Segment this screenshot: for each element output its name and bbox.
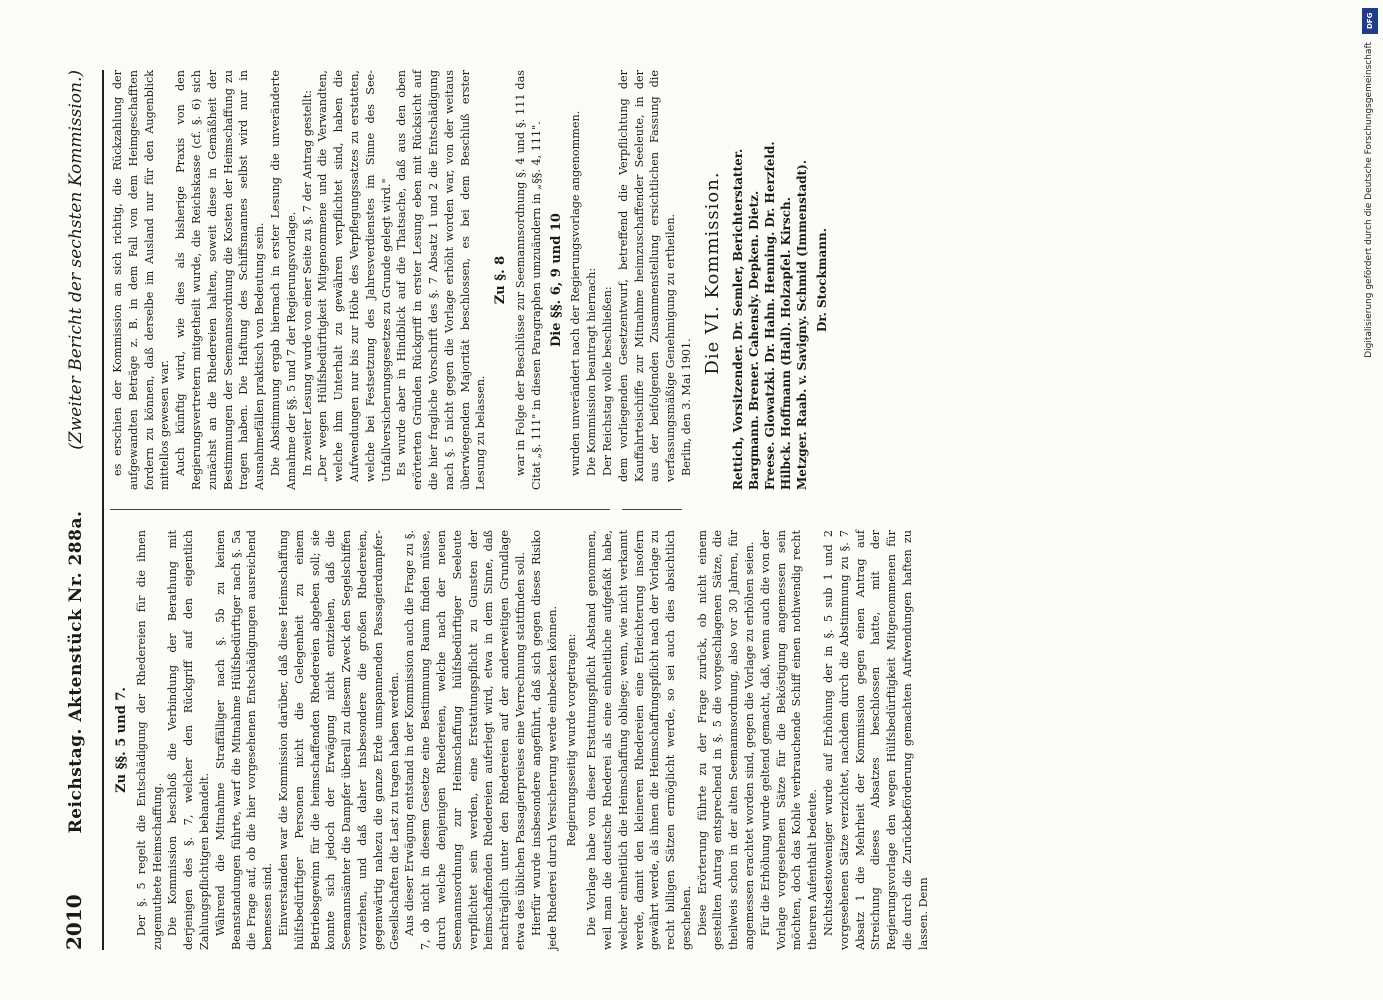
rotated-document xyxy=(62,70,1142,950)
page-header xyxy=(62,70,102,950)
page-frame xyxy=(62,70,1142,950)
paragraph: Während die Mitnahme Straffälliger nach §. 5b zu keinen Beanstandungen führte, warf die Mitnahme Hülfsbedürftiger nach §. 5a die Frage auf, ob die hier vorgesehenen Entschädigungen ausreichend bemessen sind. xyxy=(213,530,275,950)
document-title: Reichstag. Aktenstück Nr. 288a. xyxy=(66,510,86,834)
column-divider xyxy=(622,509,682,510)
right-column xyxy=(110,70,834,490)
paragraph: Die Abstimmung ergab hiernach in erster Lesung die unveränderte Annahme der §§. 5 und 7 der Regierungsvorlage. xyxy=(268,70,298,490)
section-heading: Zu §. 8 xyxy=(493,255,509,305)
header-rule xyxy=(102,70,104,950)
signature-line: Dr. Stockmann. xyxy=(815,228,830,332)
paragraph: Der Reichstag wolle beschließen: xyxy=(600,286,614,476)
page-number: 2010 xyxy=(62,894,86,950)
paragraph: Einverstanden war die Kommission darüber, daß diese Heimschaffung hülfsbedürftiger Personen nicht die Gelegenheit zu einem Betriebsgewinn für die heimschaffenden Rhedereien abgeben soll; sie konnte sich jedoch der Erwägung nicht entziehen, daß die Seemannsämter die Dampfer überall zu diesem Zweck den Segelschiffen vorziehen, und daß daher insbesondere die großen Rhedereien, gegenwärtig nahezu die ganze Erde umspannenden Passagierdampfer-Gesellschaften die Last zu tragen haben werden. xyxy=(276,530,401,950)
left-column xyxy=(110,530,932,950)
commission-title: Die VI. Kommission. xyxy=(701,171,723,375)
section-heading: Zu §§. 5 und 7. xyxy=(114,687,129,793)
signature-line: Hilbck. Hoffmann (Hall). Holzapfel. Kirsch. xyxy=(779,197,794,490)
paragraph: Diese Erörterung führte zu der Frage zurück, ob nicht einem gestellten Antrag entsprechend in §. 5 die vorgeschlagenen Sätze, die theilweis schon in der alten Seemannsordnung, also vor 30 Jahren, für angemessen erachtet worden sind, gegen die Vorlage zu erhöhen seien. xyxy=(695,530,757,950)
motion-quote: „Der wegen Hülfsbedürftigkeit Mitgenommene und die Verwandten, welche ihm Unterhalt zu gewähren verpflichtet sind, haben die Aufwendungen nur bis zur Höhe des Verpflegungssatzes zu erstatten, welche bei Festsetzung des Jahresverdienstes im Sinne des See-Unfallversicherungsgesetzes zu Grunde gelegt wird." xyxy=(316,70,393,482)
signature-line: Bargmann. Brener. Cahensly. Depken. Dietz. xyxy=(747,190,762,490)
paragraph: wurden unverändert nach der Regierungsvorlage angenommen. xyxy=(569,110,583,476)
document-subtitle: (Zweiter Bericht der sechsten Kommission.) xyxy=(66,70,86,450)
digitization-sidebar xyxy=(1362,8,1380,992)
paragraph: Die Vorlage habe von dieser Erstattungspflicht Abstand genommen, weil man die deutsche Rhederei als eine einheitliche aufgefaßt habe, welcher einheitlich die Heimschaffung obliege; wenn, wie nicht verkannt werde, damit den kleineren Rhedereien eine Erleichterung insofern gewährt werde, als ihnen die Heimschaffungspflicht nach der Vorlage zu recht billigen Sätzen ermöglicht werde, so sei auch dies absichtlich geschehen. xyxy=(585,530,693,950)
signature-line: Metzger. Raab. v. Savigny. Schmid (Immenstadt). xyxy=(795,159,810,490)
paragraph: Der §. 5 regelt die Entschädigung der Rhedereien für die ihnen zugemuthete Heimschaffung. xyxy=(134,530,164,950)
paragraph: war in Folge der Beschlüsse zur Seemannsordnung §. 4 und §. 111 das Citat „§. 111" in diesen Paragraphen umzuändern in „§§. 4, 111". xyxy=(513,70,543,490)
paragraph: Die Kommission beantragt hiernach: xyxy=(585,267,599,476)
digitization-credit: Digitalisierung gefördert durch die Deutsche Forschungsgemeinschaft xyxy=(1364,42,1374,358)
paragraph: Für die Erhöhung wurde geltend gemacht, daß, wenn auch die von der Vorlage vorgesehenen Sätze für die Beköstigung angemessen sein möchten, doch das Kohle verbrauchende Schiff einen nothwendig recht theuren Aufenthalt bedeute. xyxy=(758,530,820,950)
date-line: Berlin, den 3. Mai 1901. xyxy=(679,338,693,476)
paragraph: Regierungsseitig wurde vorgetragen: xyxy=(565,633,579,847)
section-heading: Die §§. 6, 9 und 10 xyxy=(548,213,564,347)
motion-text: dem vorliegenden Gesetzentwurf, betreffend die Verpflichtung der Kauffahrteischiffe zur Mitnahme heimzuschaffender Seeleute, in der aus der beifolgenden Zusammenstellung ersichtlichen Fassung die verfassungsmäßige Genehmigung zu ertheilen. xyxy=(616,70,678,482)
paragraph: Nichtsdestoweniger wurde auf Erhöhung der in §. 5 sub 1 und 2 vorgesehenen Sätze verzichtet, nachdem durch die Abstimmung zu §. 7 Absatz 1 die Mehrheit der Kommission gegen einen Antrag auf Streichung dieses Absatzes beschlossen hatte, mit der Regierungsvorlage den wegen Hülfsbedürftigkeit Mitgenommenen für die durch die Zurückbeförderung gemachten Aufwendungen haften zu lassen. Denn xyxy=(822,530,930,950)
signature-line: Rettich, Vorsitzender. Dr. Semler, Berichterstatter. xyxy=(731,148,746,490)
paragraph: es erschien der Kommission an sich richtig, die Rückzahlung der aufgewandten Beträge z. B. in dem Fall von dem Heimgeschafften fordern zu können, daß derselbe im Ausland nur für den Augenblick mittellos gewesen war. xyxy=(111,70,172,490)
signature-line: Freese. Glowatzki. Dr. Hahn. Henning. Dr. Herzfeld. xyxy=(763,141,778,490)
column-divider xyxy=(110,509,610,510)
paragraph: Aus dieser Erwägung entstand in der Kommission auch die Frage zu §. 7, ob nicht in diesem Gesetze eine Bestimmung Raum finden müsse, durch welche denjenigen Rhedereien, welche nach der neuen Seemannsordnung zur Heimschaffung hülfsbedürftiger Seeleute verpflichtet sein werden, eine Erstattungspflicht zu Gunsten der heimschaffenden Rhedereien auferlegt wird, etwa in dem Sinne, daß nachträglich unter den Rhedereien auf der anderweitigen Grundlage etwa des üblichen Passagierpreises eine Verrechnung stattfinden soll. xyxy=(403,530,527,950)
paragraph: Auch künftig wird, wie dies als bisherige Praxis von den Regierungsvertretern mitgetheilt wurde, die Reichskasse (cf. §. 6) sich zunächst an die Rhedereien halten, soweit diese in Gemäßheit der Bestimmungen der Seemannsordnung die Kosten der Heimschaffung zu tragen haben. Die Haftung des Schiffsmannes selbst wird nur in Ausnahmefällen praktisch von Bedeutung sein. xyxy=(174,70,267,490)
paragraph: Hierfür wurde insbesondere angeführt, daß sich gegen dieses Risiko jede Rhederei durch Versicherung werde einbecken können. xyxy=(529,530,559,950)
paragraph: Es wurde aber in Hindblick auf die Thatsache, daß aus den oben erörterten Gründen Rückgriff in erster Lesung eben mit Rücksicht auf die hier fragliche Vorschrift des §. 7 Absatz 1 und 2 die Entschädigung nach §. 5 nicht gegen die Vorlage erhöht worden war, von der weitaus überwiegenden Majorität beschlossen, es bei dem Beschluß erster Lesung zu belassen. xyxy=(395,70,488,490)
paragraph: Die Kommission beschloß die Verbindung der Berathung mit derjenigen des §. 7, welcher den Rückgriff auf den eigentlich Zahlungspflichtigen behandelt. xyxy=(166,530,211,950)
dfg-logo: DFG xyxy=(1362,8,1378,34)
paragraph: In zweiter Lesung wurde von einer Seite zu §. 7 der Antrag gestellt: xyxy=(300,90,314,476)
